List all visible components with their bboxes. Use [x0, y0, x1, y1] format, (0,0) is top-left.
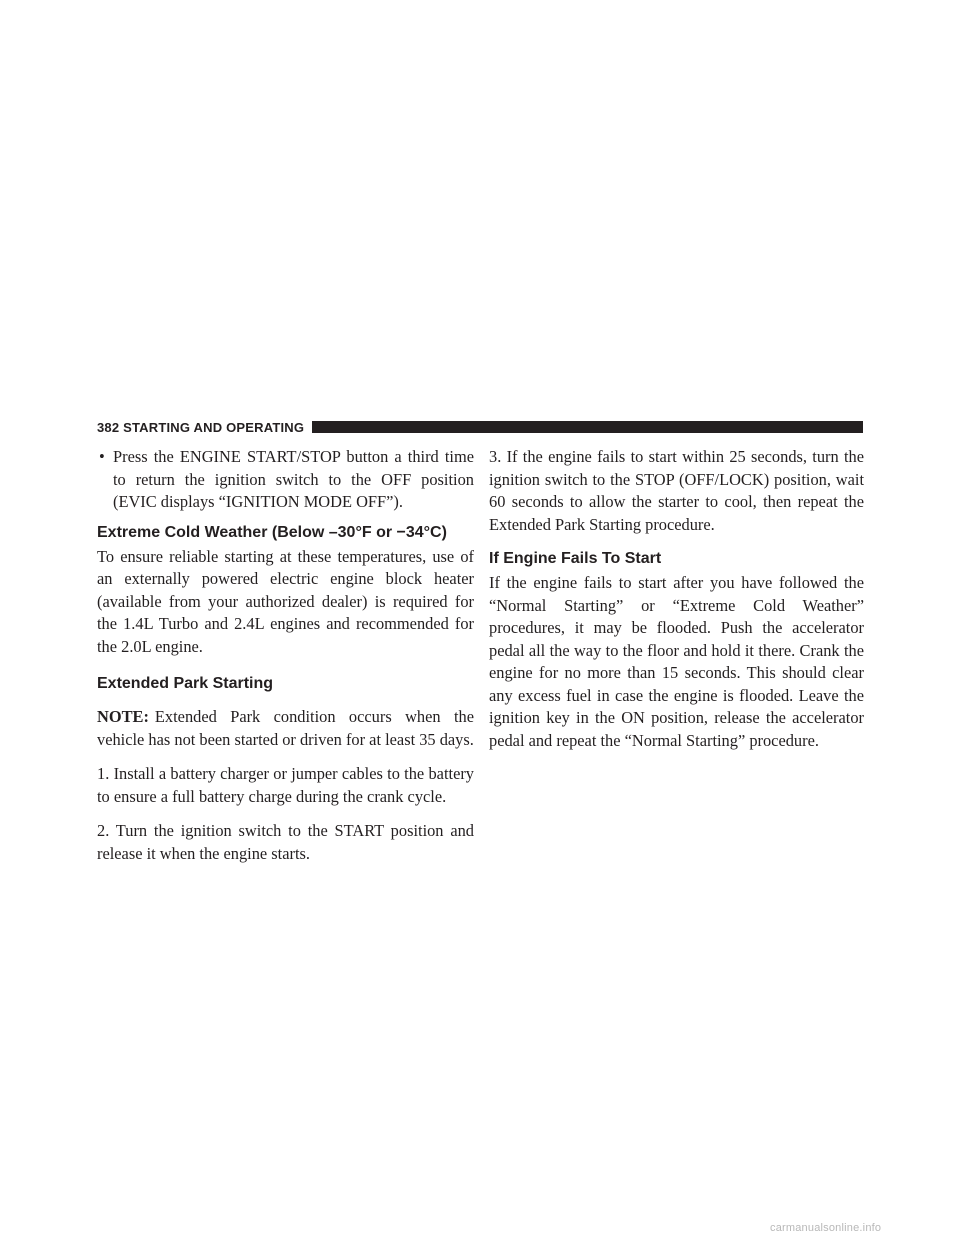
bullet-icon: •	[99, 447, 105, 466]
page-number: 382	[97, 420, 120, 435]
left-column	[97, 446, 474, 865]
section-title: STARTING AND OPERATING	[123, 420, 305, 435]
heading-extreme-cold: Extreme Cold Weather (Below –30°F or −34°C)	[97, 523, 447, 541]
right-column	[489, 446, 864, 752]
step-3: 3. If the engine fails to start within 25 seconds, turn the ignition switch to the STOP (OFF/LOCK) position, wait 60 seconds to allow the starter to cool, then repeat the Extended Park Starting procedure.	[489, 447, 864, 534]
bullet-item	[97, 446, 474, 514]
header-rule	[302, 421, 863, 433]
cold-weather-paragraph: To ensure reliable starting at these temperatures, use of an externally powered electric engine block heater (available from your authorized dealer) is required for the 1.4L Turbo and 2.4L engines and recommended for the 2.0L engine.	[97, 546, 474, 656]
header-title	[97, 420, 312, 435]
watermark-link[interactable]: carmanualsonline.info	[770, 1222, 882, 1234]
note-text: Extended Park condition occurs when the vehicle has not been started or driven for at least 35 days.	[97, 707, 474, 749]
bullet-text: Press the ENGINE START/STOP button a third time to return the ignition switch to the OFF position (EVIC displays “IGNITION MODE OFF”).	[113, 447, 474, 511]
heading-extended-park: Extended Park Starting	[97, 675, 274, 692]
step-1: 1. Install a battery charger or jumper cables to the battery to ensure a full battery charge during the crank cycle.	[97, 764, 474, 806]
note-label: NOTE:	[97, 707, 149, 726]
engine-fails-paragraph: If the engine fails to start after you have followed the “Normal Starting” or “Extreme Cold Weather” procedures, it may be flooded. Push the accelerator pedal all the way to the floor and hold it there. Crank the engine for no more than 15 seconds. This should clear any excess fuel in case the engine is flooded. Leave the ignition key in the ON position, release the accelerator pedal and repeat the “Normal Starting” procedure.	[489, 573, 864, 750]
step-2: 2. Turn the ignition switch to the START position and release it when the engine starts.	[97, 821, 474, 863]
page-header	[97, 418, 863, 438]
heading-engine-fails: If Engine Fails To Start	[489, 550, 662, 567]
note-paragraph	[97, 706, 474, 751]
